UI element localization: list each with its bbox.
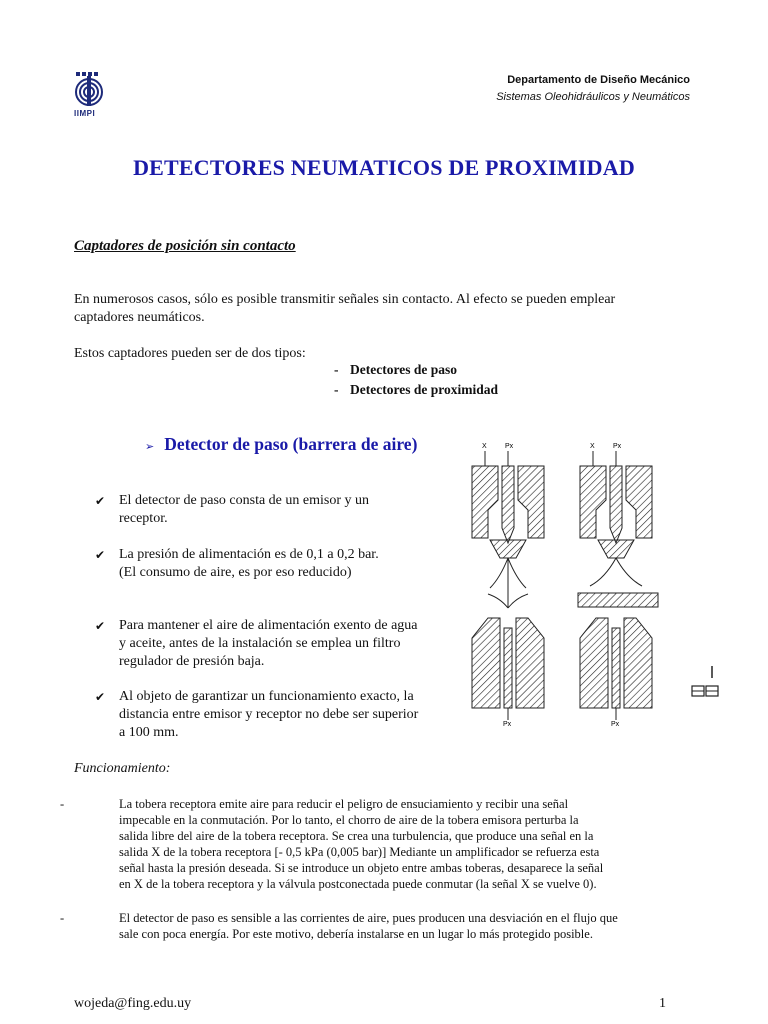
px-label: Px bbox=[611, 721, 620, 728]
department-name: Departamento de Diseño Mecánico bbox=[507, 74, 690, 86]
paragraph-line: en X de la tobera receptora y la válvula postconectada puede conmutar (la señal X se vuelve 0). bbox=[119, 877, 597, 891]
section-subtitle: Captadores de posición sin contacto bbox=[74, 238, 296, 254]
bullet-line: (El consumo de aire, es por eso reducido) bbox=[119, 565, 352, 580]
x-label: X bbox=[590, 443, 595, 450]
paragraph-line: señal hasta la presión deseada. Si se introduce un objeto entre ambas toberas, desaparece la señal bbox=[119, 861, 604, 875]
bullet-line: regulador de presión baja. bbox=[119, 654, 265, 669]
px-label: Px bbox=[503, 721, 512, 728]
paragraph-1 bbox=[60, 796, 720, 892]
types-list bbox=[334, 360, 498, 400]
paragraph-line: impecable en la conmutación. Por lo tanto, el chorro de aire de la tobera emisora perturba la bbox=[119, 813, 579, 827]
check-icon: ✔ bbox=[95, 619, 106, 633]
intro-paragraph bbox=[74, 291, 615, 327]
subject-name: Sistemas Oleohidráulicos y Neumáticos bbox=[496, 91, 690, 103]
dash-bullet: - bbox=[60, 797, 65, 811]
paragraph-line: sale con poca energía. Por este motivo, debería instalarse en un lugar lo más protegido posible. bbox=[119, 927, 593, 941]
page-number: 1 bbox=[659, 996, 666, 1011]
paragraph-line: El detector de paso es sensible a las corrientes de aire, pues producen una desviación en el flujo que bbox=[119, 911, 618, 925]
list-item bbox=[95, 617, 460, 671]
list-item: - Detectores de proximidad bbox=[334, 382, 498, 397]
paragraph-line: La tobera receptora emite aire para reducir el peligro de ensuciamiento y recibir una señal bbox=[119, 797, 569, 811]
check-icon: ✔ bbox=[95, 690, 106, 704]
paragraph-2 bbox=[60, 910, 720, 942]
bullet-line: a 100 mm. bbox=[119, 725, 179, 740]
symbol-fragment-icon bbox=[692, 666, 718, 696]
bullet-line: Al objeto de garantizar un funcionamiento exacto, la bbox=[119, 689, 414, 704]
dash-bullet: - bbox=[60, 911, 65, 925]
list-item bbox=[95, 546, 460, 582]
air-barrier-diagram bbox=[460, 438, 720, 728]
types-intro: Estos captadores pueden ser de dos tipos: bbox=[74, 346, 306, 361]
bullet-line: distancia entre emisor y receptor no debe ser superior bbox=[119, 707, 419, 722]
arrowhead-bullet-icon: ➢ bbox=[145, 440, 155, 453]
list-item bbox=[95, 688, 460, 742]
list-item bbox=[95, 492, 460, 528]
bullet-line: El detector de paso consta de un emisor y un bbox=[119, 493, 369, 508]
intro-line: En numerosos casos, sólo es posible transmitir señales sin contacto. Al efecto se pueden emplear bbox=[74, 292, 616, 307]
paragraph-line: salida X de la tobera receptora [- 0,5 kPa (0,005 bar)] Mediante un amplificador se refuerza esta bbox=[119, 845, 600, 859]
section-heading-text: Detector de paso (barrera de aire) bbox=[164, 434, 418, 454]
logo-text: IIMPI bbox=[74, 109, 96, 118]
x-label: X bbox=[482, 443, 487, 450]
bullet-line: Para mantener el aire de alimentación exento de agua bbox=[119, 618, 418, 633]
intro-line: captadores neumáticos. bbox=[74, 310, 205, 325]
bullet-line: receptor. bbox=[119, 511, 168, 526]
px-label: Px bbox=[505, 443, 514, 450]
type-label: Detectores de paso bbox=[350, 362, 457, 377]
check-icon: ✔ bbox=[95, 548, 106, 562]
bullet-line: La presión de alimentación es de 0,1 a 0,2 bar. bbox=[119, 547, 379, 562]
bullet-list bbox=[95, 492, 460, 742]
page-title: DETECTORES NEUMATICOS DE PROXIMIDAD bbox=[133, 155, 635, 180]
px-label: Px bbox=[613, 443, 622, 450]
paragraph-line: salida libre del aire de la tobera receptora. Se crea una turbulencia, que produce una señal en la bbox=[119, 829, 594, 843]
type-label: Detectores de proximidad bbox=[350, 382, 498, 397]
list-item: - Detectores de paso bbox=[334, 362, 457, 377]
bullet-line: y aceite, antes de la instalación se emplea un filtro bbox=[119, 636, 401, 651]
right-nozzle-pair bbox=[578, 443, 658, 728]
section-heading bbox=[145, 434, 417, 455]
department-header bbox=[496, 72, 690, 106]
left-nozzle-pair bbox=[472, 443, 544, 728]
funcionamiento-heading: Funcionamiento: bbox=[74, 761, 171, 776]
footer-email: wojeda@fing.edu.uy bbox=[74, 996, 192, 1011]
check-icon: ✔ bbox=[95, 494, 106, 508]
